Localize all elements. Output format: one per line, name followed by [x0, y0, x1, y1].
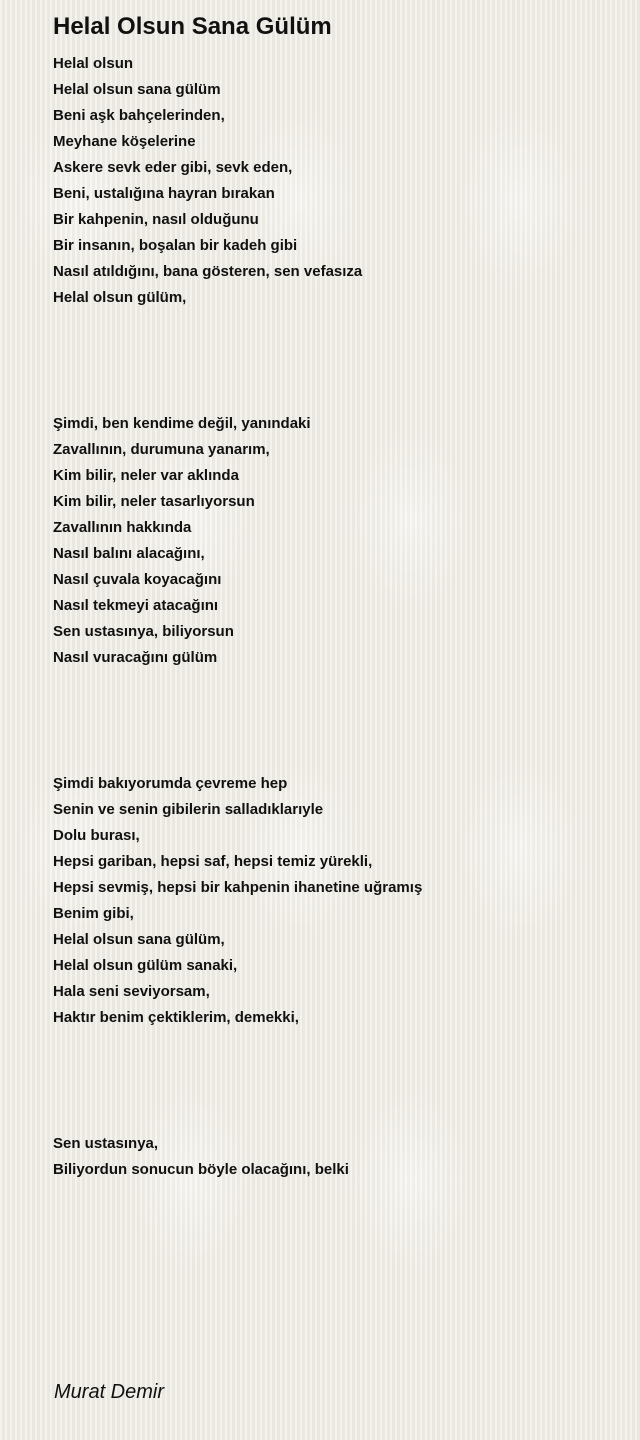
poem-line: Benim gibi, [53, 905, 134, 922]
poem-line: Helal olsun gülüm sanaki, [53, 957, 238, 974]
poem-line: Senin ve senin gibilerin salladıklarıyle [53, 801, 324, 818]
poem-line: Beni, ustalığına hayran bırakan [53, 185, 275, 202]
stanza-2 [53, 411, 311, 671]
poem-line: Hala seni seviyorsam, [53, 983, 210, 1000]
poem-line: Sen ustasınya, biliyorsun [53, 623, 234, 640]
poem-line: Kim bilir, neler var aklında [53, 467, 239, 484]
poem-author: Murat Demir [54, 1381, 165, 1403]
poem-title: Helal Olsun Sana Gülüm [53, 13, 332, 40]
poem-line: Askere sevk eder gibi, sevk eden, [53, 159, 293, 176]
poem-line: Hepsi sevmiş, hepsi bir kahpenin ihanetine uğramış [53, 879, 423, 896]
poem-line: Helal olsun sana gülüm, [53, 931, 225, 948]
poem-line: Meyhane köşelerine [53, 133, 196, 150]
poem-line: Helal olsun [53, 55, 134, 72]
poem-line: Şimdi, ben kendime değil, yanındaki [53, 415, 311, 432]
poem-line: Zavallının, durumuna yanarım, [53, 441, 270, 458]
poem-line: Biliyordun sonucun böyle olacağını, belki [53, 1161, 349, 1178]
poem-line: Dolu burası, [53, 827, 140, 844]
poem-line: Nasıl balını alacağını, [53, 545, 205, 562]
poem-line: Nasıl vuracağını gülüm [53, 649, 218, 666]
poem-line: Bir kahpenin, nasıl olduğunu [53, 211, 259, 228]
poem-line: Helal olsun gülüm, [53, 289, 187, 306]
poem-line: Sen ustasınya, [53, 1135, 159, 1152]
poem-line: Bir insanın, boşalan bir kadeh gibi [53, 237, 298, 254]
stanza-1 [53, 51, 362, 311]
poem-line: Nasıl çuvala koyacağını [53, 571, 222, 588]
poem-line: Nasıl atıldığını, bana gösteren, sen vefasıza [53, 263, 363, 280]
poem-line: Beni aşk bahçelerinden, [53, 107, 225, 124]
poem-line: Zavallının hakkında [53, 519, 192, 536]
poem-line: Hepsi gariban, hepsi saf, hepsi temiz yürekli, [53, 853, 373, 870]
poem-line: Şimdi bakıyorumda çevreme hep [53, 775, 288, 792]
poem-line: Helal olsun sana gülüm [53, 81, 221, 98]
poem-line: Kim bilir, neler tasarlıyorsun [53, 493, 255, 510]
poem-line: Haktır benim çektiklerim, demekki, [53, 1009, 299, 1026]
stanza-3 [53, 771, 422, 1031]
poem-line: Nasıl tekmeyi atacağını [53, 597, 219, 614]
stanza-4 [53, 1131, 349, 1183]
